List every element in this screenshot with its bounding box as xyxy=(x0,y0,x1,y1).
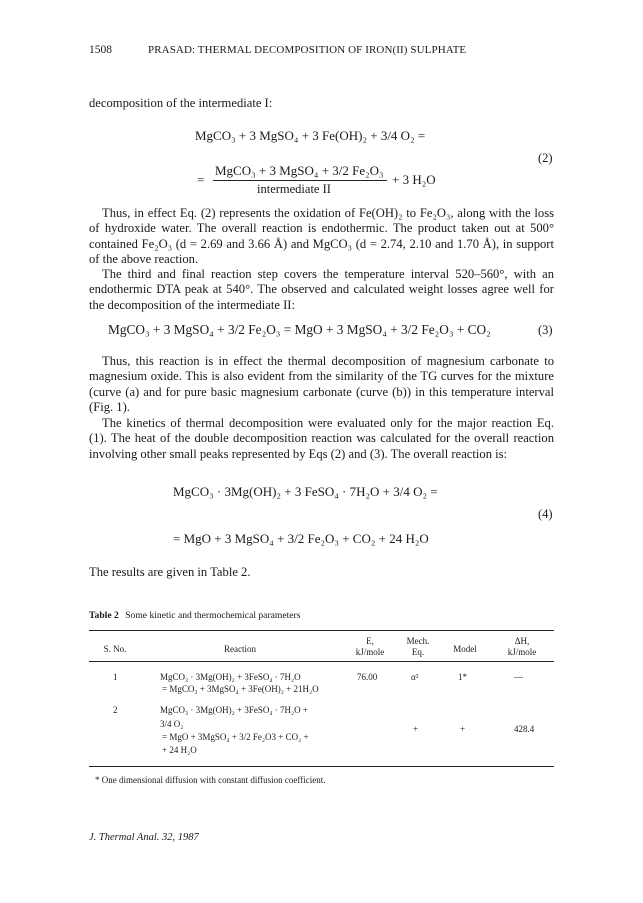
row1-mech: α² xyxy=(411,672,419,682)
table-bottom-rule xyxy=(89,766,554,767)
eq2-numerator: MgCO₃ + 3 MgSO₄ + 3/2 Fe₂O₃ xyxy=(215,163,384,178)
row2-mech: + xyxy=(413,724,419,734)
row1-dh: — xyxy=(514,672,523,682)
row1-reaction-line1: MgCO₃ · 3Mg(OH)₂ + 3FeSO₄ · 7H₂O xyxy=(160,672,301,682)
eq2-suffix: + 3 H₂O xyxy=(392,172,436,187)
paragraph-3: Thus, this reaction is in effect the thermal decomposition of magnesium carbonate to magnesium oxide. This is also evident from the similarity of the TG curves for the mixture (curve (a) and for pure basic magnesium carbonate (curve (b)) in this temperature interval (Fig. 1). xyxy=(89,354,554,415)
row1-e: 76.00 xyxy=(357,672,378,682)
row2-reaction-line4: + 24 H₂O xyxy=(162,745,197,755)
running-title: PRASAD: THERMAL DECOMPOSITION OF IRON(II) SULPHATE xyxy=(148,44,467,56)
header-dh-line1: ΔH, xyxy=(514,636,530,646)
header-e-line1: E, xyxy=(366,636,374,646)
row1-sno: 1 xyxy=(113,672,118,682)
header-mech-line2: Eq. xyxy=(411,647,425,657)
header-dh-line2: kJ/mole xyxy=(507,647,537,657)
paragraph-4: The kinetics of thermal decomposition were evaluated only for the major reaction Eq. (1). The heat of the double decomposition reaction was calculated for the overall reaction involving other small peaks represented by Eqs (2) and (3). The overall reaction is: xyxy=(89,416,554,461)
journal-footer: J. Thermal Anal. 32, 1987 xyxy=(89,832,199,843)
row2-reaction-line3: = MgO + 3MgSO₄ + 3/2 Fe₂O3 + CO₂ + xyxy=(162,732,309,742)
eq2-line1: MgCO₃ + 3 MgSO₄ + 3 Fe(OH)₂ + 3/4 O₂ = xyxy=(195,128,426,143)
table-caption xyxy=(89,610,300,621)
row2-reaction-line1: MgCO₃ · 3Mg(OH)₂ + 3FeSO₄ · 7H₂O + xyxy=(160,705,308,715)
header-mech-line1: Mech. xyxy=(406,636,430,646)
eq4-line2: = MgO + 3 MgSO₄ + 3/2 Fe₂O₃ + CO₂ + 24 H₂O xyxy=(173,531,429,546)
header-model: Model xyxy=(453,644,477,654)
eq2-fraction-bar xyxy=(213,180,387,181)
header-e-line2: kJ/mole xyxy=(355,647,385,657)
eq3-number: (3) xyxy=(538,323,553,337)
intro-line: decomposition of the intermediate I: xyxy=(89,96,273,110)
row2-sno: 2 xyxy=(113,705,118,715)
eq3: MgCO₃ + 3 MgSO₄ + 3/2 Fe₂O₃ = MgO + 3 MgSO₄ + 3/2 Fe₂O₃ + CO₂ xyxy=(108,322,491,337)
table-top-rule xyxy=(89,630,554,631)
row1-reaction-line2: = MgCO₃ + 3MgSO₄ + 3Fe(OH)₂ + 21H₂O xyxy=(162,684,319,694)
header-sno: S. No. xyxy=(103,644,127,654)
eq2-denominator: intermediate II xyxy=(257,182,331,196)
table-caption-text: Some kinetic and thermochemical parameters xyxy=(125,610,301,621)
table-header-rule xyxy=(89,661,554,662)
paragraph-2: The third and final reaction step covers the temperature interval 520–560°, with an endothermic DTA peak at 540°. The observed and calculated weight losses agree well for the decomposition of the intermediate II: xyxy=(89,267,554,312)
row1-model: 1* xyxy=(458,672,467,682)
results-line: The results are given in Table 2. xyxy=(89,565,251,579)
eq2-number: (2) xyxy=(538,151,553,165)
header-dh xyxy=(492,636,552,658)
eq4-line1: MgCO₃ · 3Mg(OH)₂ + 3 FeSO₄ · 7H₂O + 3/4 O₂ = xyxy=(173,484,438,499)
row2-reaction-line2: 3/4 O₂ xyxy=(160,719,184,729)
eq2-prefix: = xyxy=(197,172,205,187)
row2-model: + xyxy=(460,724,466,734)
row2-dh: 428.4 xyxy=(514,724,535,734)
paragraph-1: Thus, in effect Eq. (2) represents the oxidation of Fe(OH)₂ to Fe₂O₃, along with the loss of hydroxide water. The overall reaction is endothermic. The product taken out at 500° contained Fe₂O₃ (d = 2.69 and 3.66 Å) and MgCO₃ (d = 2.74, 2.10 and 1.70 Å), in support of the above reaction. xyxy=(89,206,554,267)
page-number: 1508 xyxy=(89,44,112,56)
table-footnote: * One dimensional diffusion with constant diffusion coefficient. xyxy=(95,775,326,785)
header-reaction: Reaction xyxy=(224,644,256,654)
table-caption-label: Table 2 xyxy=(89,610,119,621)
header-e xyxy=(343,636,397,658)
eq4-number: (4) xyxy=(538,507,553,521)
header-mech xyxy=(398,636,438,658)
